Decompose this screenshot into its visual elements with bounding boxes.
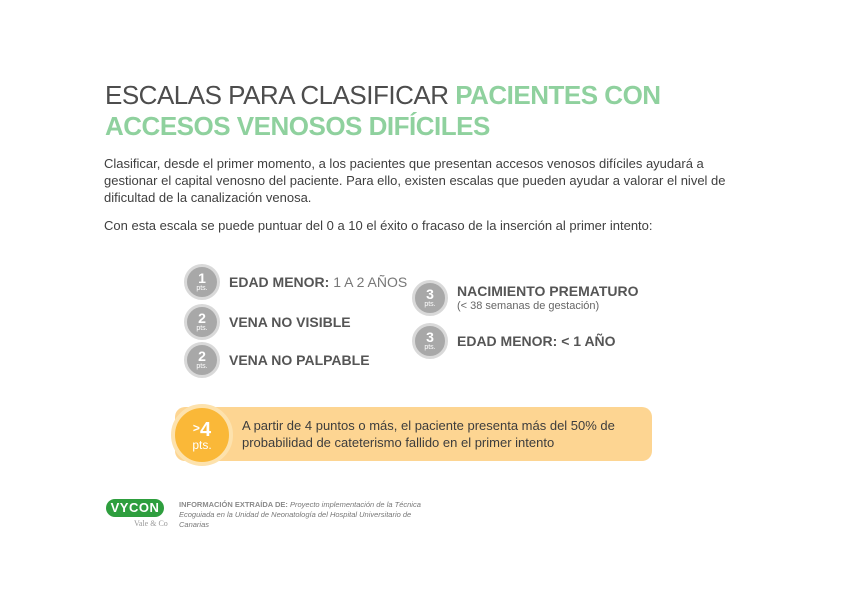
- logo-subtext: Vale & Co: [134, 519, 168, 528]
- points-unit: pts.: [196, 284, 208, 292]
- criterion-label: VENA NO PALPABLE: [229, 352, 370, 368]
- points-value: 2: [198, 309, 206, 326]
- intro-paragraph: Clasificar, desde el primer momento, a los pacientes que presentan accesos venosos difíciles ayudará a gestionar el capital venosno del paciente. Para ello, existen escalas que pueden ayudar a valorar el nivel de dificultad de la canalización venosa.: [104, 156, 726, 205]
- instruction-paragraph: Con esta escala se puede puntuar del 0 a 10 el éxito o fracaso de la inserción al primer intento:: [104, 218, 653, 233]
- callout-text: A partir de 4 puntos o más, el paciente presenta más del 50% de probabilidad de cateterismo fallido en el primer intento: [242, 418, 615, 450]
- points-unit: pts.: [196, 324, 208, 332]
- points-value: 1: [198, 269, 206, 286]
- logo-pill: VYCON: [106, 499, 164, 517]
- title-highlight: PACIENTES CON ACCESOS VENOSOS DIFÍCILES: [105, 80, 661, 141]
- points-unit: pts.: [424, 300, 436, 308]
- points-badge: [184, 342, 220, 378]
- points-unit: pts.: [196, 362, 208, 370]
- title-part1: ESCALAS PARA CLASIFICAR: [105, 80, 456, 110]
- callout-points: >4: [192, 419, 212, 441]
- criterion-vein-not-palpable: [184, 342, 370, 378]
- points-value: 3: [426, 285, 434, 302]
- callout-unit: pts.: [192, 438, 212, 452]
- brand-logo: [106, 499, 168, 528]
- callout-badge: [171, 404, 233, 466]
- source-note: INFORMACIÓN EXTRAÍDA DE: Proyecto implementación de la Técnica Ecoguiada en la Unidad de Neonatología del Hospital Universitario de Canarias: [179, 500, 421, 529]
- criterion-label: EDAD MENOR: 1 A 2 AÑOS: [229, 274, 408, 290]
- criterion-vein-not-visible: [184, 304, 351, 340]
- points-value: 3: [426, 328, 434, 345]
- criterion-premature-birth: [412, 280, 638, 316]
- criterion-label: NACIMIENTO PREMATURO (< 38 semanas de gestación): [457, 283, 639, 312]
- points-badge: [184, 264, 220, 300]
- points-badge: [412, 323, 448, 359]
- points-badge: [412, 280, 448, 316]
- criterion-label: VENA NO VISIBLE: [229, 314, 351, 330]
- page-title: [105, 80, 745, 142]
- criterion-age-under-1: [412, 323, 616, 359]
- criterion-age-1-2: [184, 264, 407, 300]
- points-badge: [184, 304, 220, 340]
- points-unit: pts.: [424, 343, 436, 351]
- criterion-label: EDAD MENOR: < 1 AÑO: [457, 333, 616, 349]
- criterion-sub: (< 38 semanas de gestación): [457, 300, 600, 312]
- points-value: 2: [198, 347, 206, 364]
